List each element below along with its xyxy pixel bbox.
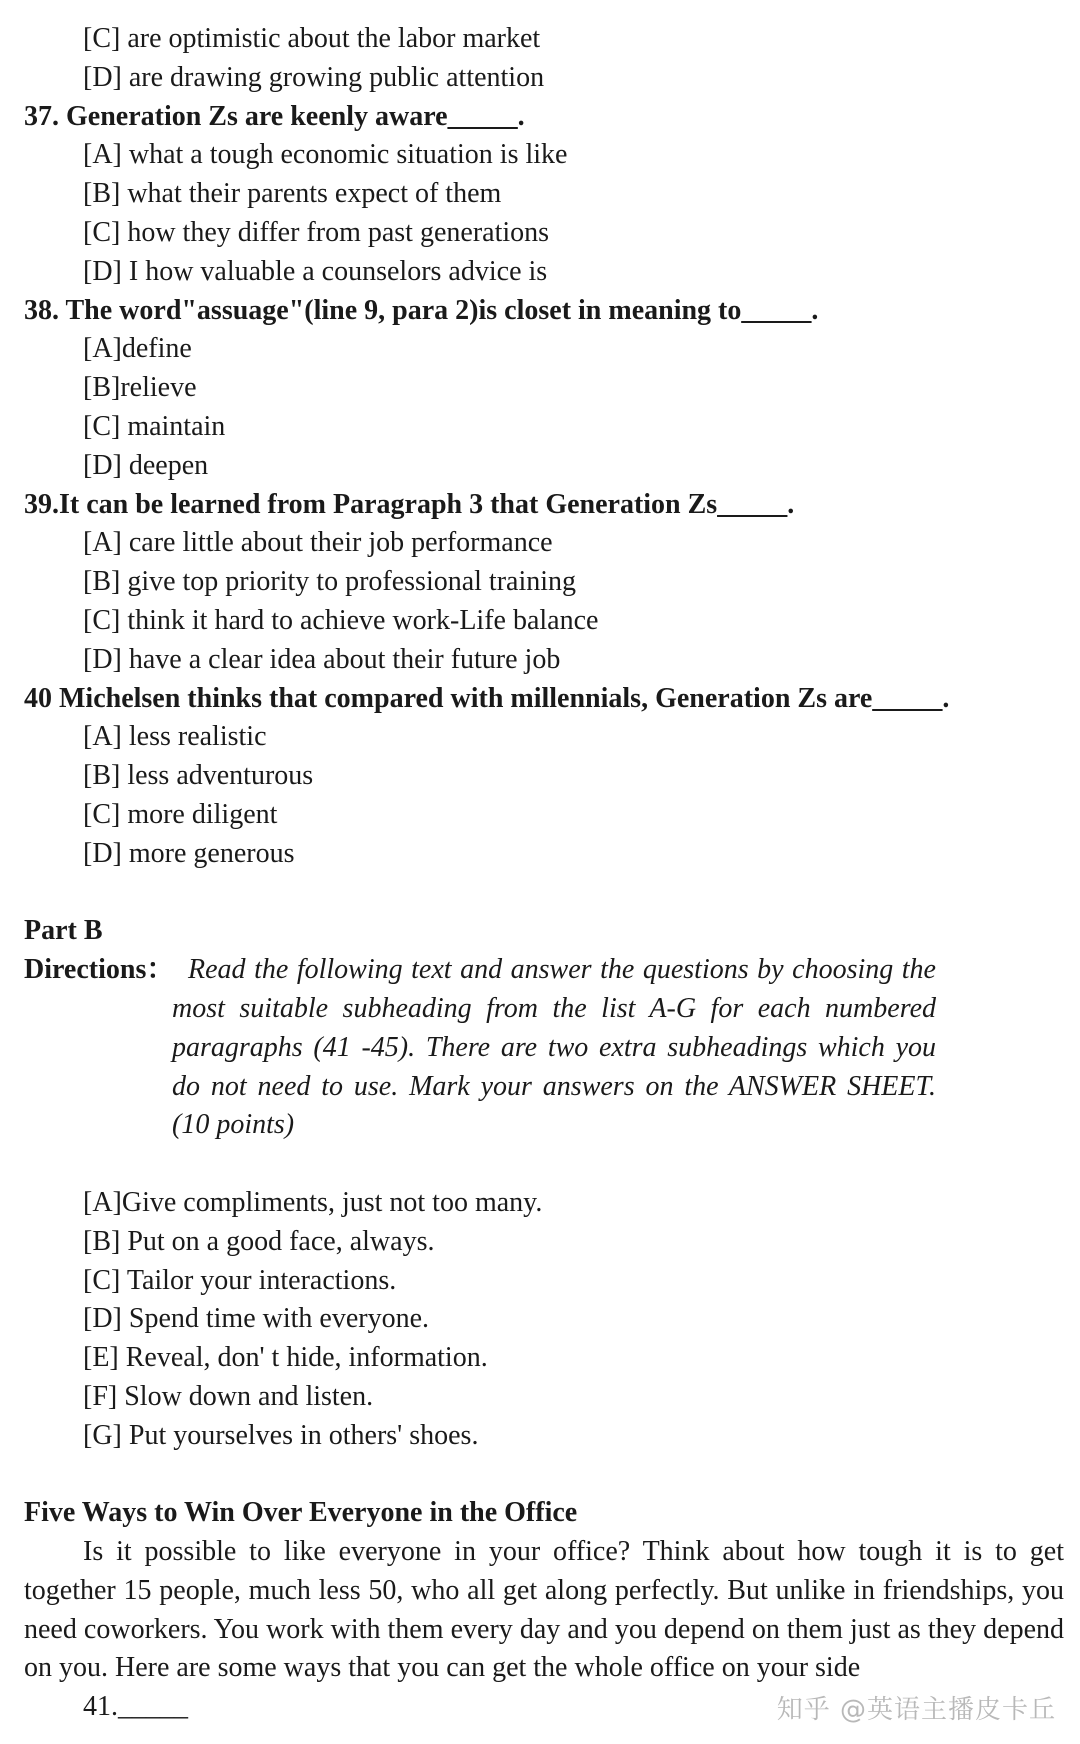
exam-page: [24, 20, 1064, 1727]
article-intro: Is it possible to like everyone in your office? Think about how tough it is to get together 15 people, much less 50, who all get along perfectly. But unlike in friendships, you need coworkers. You work with them every day and you depend on them just as they depend on you. Here are some ways that you can get the whole office on your side: [24, 1536, 1064, 1684]
q38-option-a: [A]define: [83, 333, 192, 365]
question-41-blank: 41._____: [83, 1691, 188, 1723]
q36-option-d: [D] are drawing growing public attention: [83, 61, 545, 93]
q40-option-d: [D] more generous: [83, 837, 295, 869]
q39-option-a: [A] care little about their job performance: [83, 527, 553, 559]
watermark: 知乎 @英语主播皮卡丘: [776, 1695, 1056, 1725]
subheading-b: [B] Put on a good face, always.: [83, 1225, 435, 1257]
q40-option-b: [B] less adventurous: [83, 760, 314, 792]
q40-option-c: [C] more diligent: [83, 798, 278, 830]
article-title: Five Ways to Win Over Everyone in the Office: [24, 1497, 578, 1529]
q39-option-b: [B] give top priority to professional training: [83, 566, 577, 598]
subheading-g: [G] Put yourselves in others' shoes.: [83, 1419, 479, 1451]
q38-option-d: [D] deepen: [83, 449, 209, 481]
spacer: [24, 874, 1064, 913]
directions-text: Read the following text and answer the questions by choosing the most suitable subheading from the list A-G for each numbered paragraphs (41 -45). There are two extra subheadings which you do not need to use. Mark your answers on the ANSWER SHEET. (10 points): [172, 954, 936, 1141]
q37-option-a: [A] what a tough economic situation is like: [83, 139, 568, 171]
q39-option-d: [D] have a clear idea about their future job: [83, 643, 561, 675]
q38-stem: 38. The word"assuage"(line 9, para 2)is closet in meaning to_____.: [24, 294, 819, 326]
part-b-heading: Part B: [24, 915, 103, 947]
q40-option-a: [A] less realistic: [83, 721, 267, 753]
q36-option-c: [C] are optimistic about the labor market: [83, 23, 541, 54]
q37-option-d: [D] I how valuable a counselors advice is: [83, 255, 548, 287]
spacer: [24, 1455, 1064, 1494]
subheading-d: [D] Spend time with everyone.: [83, 1303, 430, 1335]
q38-option-c: [C] maintain: [83, 410, 226, 442]
q38-option-b: [B]relieve: [83, 372, 197, 404]
directions-block: [24, 951, 1064, 1145]
directions-label: Directions：: [24, 954, 175, 986]
q37-stem: 37. Generation Zs are keenly aware_____.: [24, 100, 525, 132]
spacer: [24, 1145, 1064, 1184]
q39-option-c: [C] think it hard to achieve work-Life balance: [83, 604, 599, 636]
subheading-f: [F] Slow down and listen.: [83, 1380, 374, 1412]
subheading-a: [A]Give compliments, just not too many.: [83, 1186, 543, 1218]
q40-stem: 40 Michelsen thinks that compared with millennials, Generation Zs are_____.: [24, 682, 950, 714]
q39-stem: 39.It can be learned from Paragraph 3 that Generation Zs_____.: [24, 488, 795, 520]
q37-option-c: [C] how they differ from past generations: [83, 216, 550, 248]
q37-option-b: [B] what their parents expect of them: [83, 178, 502, 210]
subheading-c: [C] Tailor your interactions.: [83, 1264, 397, 1296]
subheading-e: [E] Reveal, don' t hide, information.: [83, 1342, 488, 1374]
